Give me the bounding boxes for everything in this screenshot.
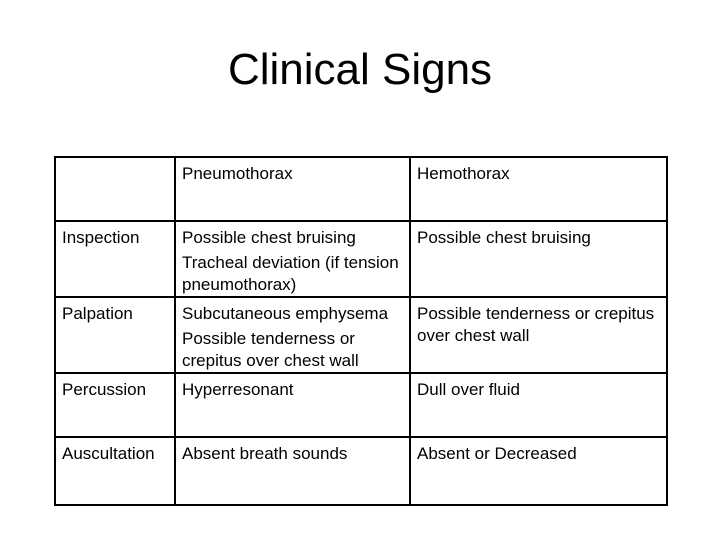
header-corner-cell [55, 157, 175, 221]
cell-line: Possible tenderness or crepitus over chest wall [417, 304, 655, 345]
cell-line: Dull over fluid [417, 380, 520, 399]
row-label-auscultation: Auscultation [55, 437, 175, 505]
cell-line: Possible tenderness or crepitus over chest wall [182, 329, 359, 370]
cell-inspection-pneumothorax [175, 221, 410, 297]
cell-inspection-hemothorax [410, 221, 667, 297]
cell-percussion-hemothorax [410, 373, 667, 437]
table-header-row [55, 157, 667, 221]
cell-line: Possible chest bruising [417, 228, 591, 247]
row-label-inspection: Inspection [55, 221, 175, 297]
cell-line: Tracheal deviation (if tension pneumothorax) [182, 253, 399, 294]
table-row [55, 373, 667, 437]
header-pneumothorax: Pneumothorax [175, 157, 410, 221]
table-row [55, 221, 667, 297]
table-row [55, 437, 667, 505]
cell-palpation-pneumothorax [175, 297, 410, 373]
row-label-palpation: Palpation [55, 297, 175, 373]
cell-auscultation-hemothorax [410, 437, 667, 505]
cell-line: Hyperresonant [182, 380, 294, 399]
cell-palpation-hemothorax [410, 297, 667, 373]
cell-line: Subcutaneous emphysema [182, 304, 389, 323]
table-row [55, 297, 667, 373]
slide-title: Clinical Signs [227, 45, 493, 94]
cell-percussion-pneumothorax [175, 373, 410, 437]
cell-line: Absent breath sounds [182, 444, 348, 463]
cell-line: Absent or Decreased [417, 444, 577, 463]
clinical-signs-table [54, 156, 668, 506]
header-hemothorax: Hemothorax [410, 157, 667, 221]
cell-line: Possible chest bruising [182, 228, 356, 247]
cell-auscultation-pneumothorax [175, 437, 410, 505]
row-label-percussion: Percussion [55, 373, 175, 437]
